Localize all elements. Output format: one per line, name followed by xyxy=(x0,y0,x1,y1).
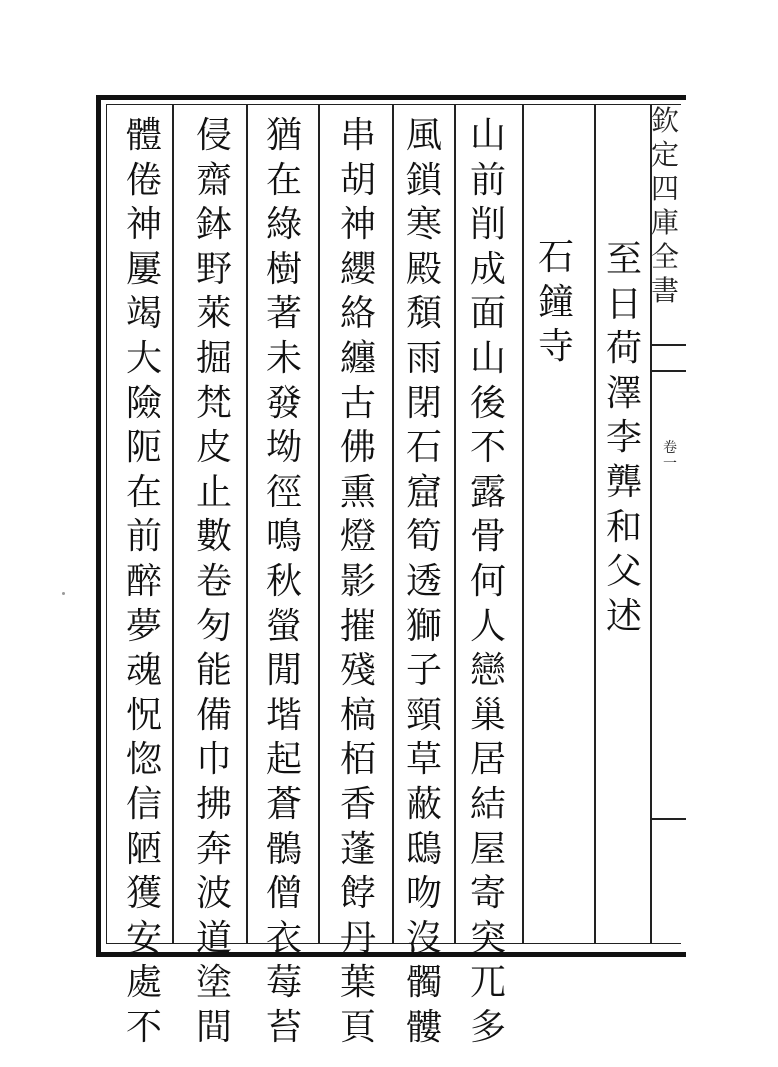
glyph: 侵 xyxy=(195,115,232,156)
glyph: 山 xyxy=(469,337,506,379)
glyph: 大 xyxy=(125,337,162,379)
glyph: 止 xyxy=(195,471,232,513)
glyph: 胡 xyxy=(339,159,376,201)
author-line xyxy=(598,238,650,639)
glyph: 栢 xyxy=(339,739,376,781)
glyph: 摧 xyxy=(339,605,376,647)
glyph: 透 xyxy=(405,560,442,602)
glyph: 屋 xyxy=(469,828,506,870)
column-rule xyxy=(522,104,524,944)
column-rule xyxy=(318,104,320,944)
glyph: 倦 xyxy=(125,159,162,201)
glyph: 殘 xyxy=(339,650,376,692)
glyph: 鳴 xyxy=(265,516,302,558)
glyph: 魂 xyxy=(125,650,162,692)
glyph: 露 xyxy=(469,471,506,513)
glyph: 草 xyxy=(405,739,442,781)
text-column xyxy=(258,114,310,1050)
glyph: 骨 xyxy=(469,516,506,558)
text-column xyxy=(118,114,170,1050)
glyph: 面 xyxy=(469,293,506,335)
column-rule xyxy=(246,104,248,944)
glyph: 影 xyxy=(339,560,376,602)
glyph: 何 xyxy=(469,560,506,602)
glyph: 巾 xyxy=(195,739,232,781)
glyph: 成 xyxy=(469,248,506,290)
glyph: 神 xyxy=(339,204,376,246)
glyph: 陋 xyxy=(125,828,162,870)
column-rule xyxy=(454,104,456,944)
glyph: 述 xyxy=(605,595,642,637)
glyph: 閉 xyxy=(405,382,442,424)
glyph: 佛 xyxy=(339,427,376,469)
glyph: 僧 xyxy=(265,873,302,915)
glyph: 李 xyxy=(605,417,642,459)
glyph: 荷 xyxy=(605,328,642,370)
glyph: 日 xyxy=(605,283,642,325)
glyph: 掘 xyxy=(195,337,232,379)
glyph: 野 xyxy=(195,248,232,290)
glyph: 熏 xyxy=(339,471,376,513)
glyph: 齋 xyxy=(195,159,232,201)
glyph: 前 xyxy=(125,516,162,558)
glyph: 螢 xyxy=(265,605,302,647)
glyph: 處 xyxy=(125,962,162,1004)
glyph: 卷 xyxy=(195,560,232,602)
glyph: 鴟 xyxy=(405,828,442,870)
glyph: 纓 xyxy=(339,248,376,290)
glyph: 槁 xyxy=(339,694,376,736)
glyph: 鉢 xyxy=(195,204,232,246)
glyph: 寺 xyxy=(537,326,574,368)
glyph: 突 xyxy=(469,917,506,959)
glyph: 龏 xyxy=(605,461,642,503)
glyph: 竭 xyxy=(125,293,162,335)
glyph: 信 xyxy=(125,783,162,825)
glyph: 殿 xyxy=(405,248,442,290)
glyph: 鐘 xyxy=(537,281,574,323)
glyph: 人 xyxy=(469,605,506,647)
glyph: 莓 xyxy=(265,962,302,1004)
glyph: 居 xyxy=(469,739,506,781)
spine-volume: 卷 一 xyxy=(663,440,677,472)
glyph: 猶 xyxy=(265,115,302,156)
glyph: 山 xyxy=(469,115,506,156)
glyph: 戀 xyxy=(469,650,506,692)
glyph: 多 xyxy=(469,1006,506,1048)
glyph: 惚 xyxy=(125,739,162,781)
glyph: 澤 xyxy=(605,372,642,414)
glyph: 奔 xyxy=(195,828,232,870)
column-rule xyxy=(172,104,174,944)
text-column xyxy=(188,114,240,1050)
glyph: 秋 xyxy=(265,560,302,602)
glyph: 獅 xyxy=(405,605,442,647)
glyph: 至 xyxy=(605,239,642,280)
glyph: 梵 xyxy=(195,382,232,424)
glyph: 道 xyxy=(195,917,232,959)
glyph: 安 xyxy=(125,917,162,959)
glyph: 間 xyxy=(195,1006,232,1048)
glyph: 石 xyxy=(405,427,442,469)
glyph: 子 xyxy=(405,650,442,692)
glyph: 神 xyxy=(125,204,162,246)
glyph: 萊 xyxy=(195,293,232,335)
spine-title: 欽 定 四 庫 全 書 xyxy=(650,104,679,307)
glyph: 獲 xyxy=(125,873,162,915)
glyph: 串 xyxy=(339,115,376,156)
glyph: 坳 xyxy=(265,427,302,469)
glyph: 古 xyxy=(339,382,376,424)
glyph: 閒 xyxy=(265,650,302,692)
glyph: 髏 xyxy=(405,1006,442,1048)
glyph: 衣 xyxy=(265,917,302,959)
glyph: 石 xyxy=(537,237,574,278)
glyph: 綠 xyxy=(265,204,302,246)
glyph: 苔 xyxy=(265,1006,302,1048)
glyph: 備 xyxy=(195,694,232,736)
glyph: 香 xyxy=(339,783,376,825)
glyph: 未 xyxy=(265,337,302,379)
glyph: 數 xyxy=(195,516,232,558)
glyph: 後 xyxy=(469,382,506,424)
glyph: 皮 xyxy=(195,427,232,469)
glyph: 阨 xyxy=(125,427,162,469)
glyph: 兀 xyxy=(469,962,506,1004)
glyph: 和 xyxy=(605,506,642,548)
glyph: 醉 xyxy=(125,560,162,602)
spine-fishtail-mark xyxy=(650,818,686,820)
glyph: 體 xyxy=(125,115,162,156)
glyph: 纏 xyxy=(339,337,376,379)
glyph: 在 xyxy=(125,471,162,513)
glyph: 不 xyxy=(125,1006,162,1048)
glyph: 拂 xyxy=(195,783,232,825)
glyph: 著 xyxy=(265,293,302,335)
glyph: 沒 xyxy=(405,917,442,959)
glyph: 怳 xyxy=(125,694,162,736)
glyph: 風 xyxy=(405,115,442,156)
glyph: 削 xyxy=(469,204,506,246)
glyph: 吻 xyxy=(405,873,442,915)
glyph: 蒼 xyxy=(265,783,302,825)
glyph: 鶻 xyxy=(265,828,302,870)
glyph: 葉 xyxy=(339,962,376,1004)
glyph: 雨 xyxy=(405,337,442,379)
glyph: 不 xyxy=(469,427,506,469)
text-column xyxy=(462,114,514,1050)
glyph: 頸 xyxy=(405,694,442,736)
poem-title xyxy=(530,236,582,370)
paper-speck xyxy=(62,592,65,595)
glyph: 樹 xyxy=(265,248,302,290)
glyph: 起 xyxy=(265,739,302,781)
glyph: 餑 xyxy=(339,873,376,915)
glyph: 蓬 xyxy=(339,828,376,870)
glyph: 屢 xyxy=(125,248,162,290)
glyph: 波 xyxy=(195,873,232,915)
glyph: 塗 xyxy=(195,962,232,1004)
glyph: 能 xyxy=(195,650,232,692)
glyph: 髑 xyxy=(405,962,442,1004)
glyph: 頁 xyxy=(339,1006,376,1048)
glyph: 前 xyxy=(469,159,506,201)
glyph: 燈 xyxy=(339,516,376,558)
glyph: 匇 xyxy=(195,605,232,647)
glyph: 頽 xyxy=(405,293,442,335)
column-rule xyxy=(594,104,596,944)
glyph: 寄 xyxy=(469,873,506,915)
glyph: 父 xyxy=(605,551,642,593)
glyph: 窟 xyxy=(405,471,442,513)
glyph: 寒 xyxy=(405,204,442,246)
text-column xyxy=(398,114,450,1050)
glyph: 丹 xyxy=(339,917,376,959)
spine-fishtail-mark xyxy=(650,370,686,372)
glyph: 結 xyxy=(469,783,506,825)
glyph: 徑 xyxy=(265,471,302,513)
glyph: 巢 xyxy=(469,694,506,736)
glyph: 蔽 xyxy=(405,783,442,825)
glyph: 夢 xyxy=(125,605,162,647)
spine-fishtail-mark xyxy=(650,344,686,346)
glyph: 堦 xyxy=(265,694,302,736)
glyph: 險 xyxy=(125,382,162,424)
glyph: 絡 xyxy=(339,293,376,335)
glyph: 發 xyxy=(265,382,302,424)
glyph: 在 xyxy=(265,159,302,201)
glyph: 筍 xyxy=(405,516,442,558)
column-rule xyxy=(392,104,394,944)
glyph: 鎖 xyxy=(405,159,442,201)
text-column xyxy=(332,114,384,1050)
